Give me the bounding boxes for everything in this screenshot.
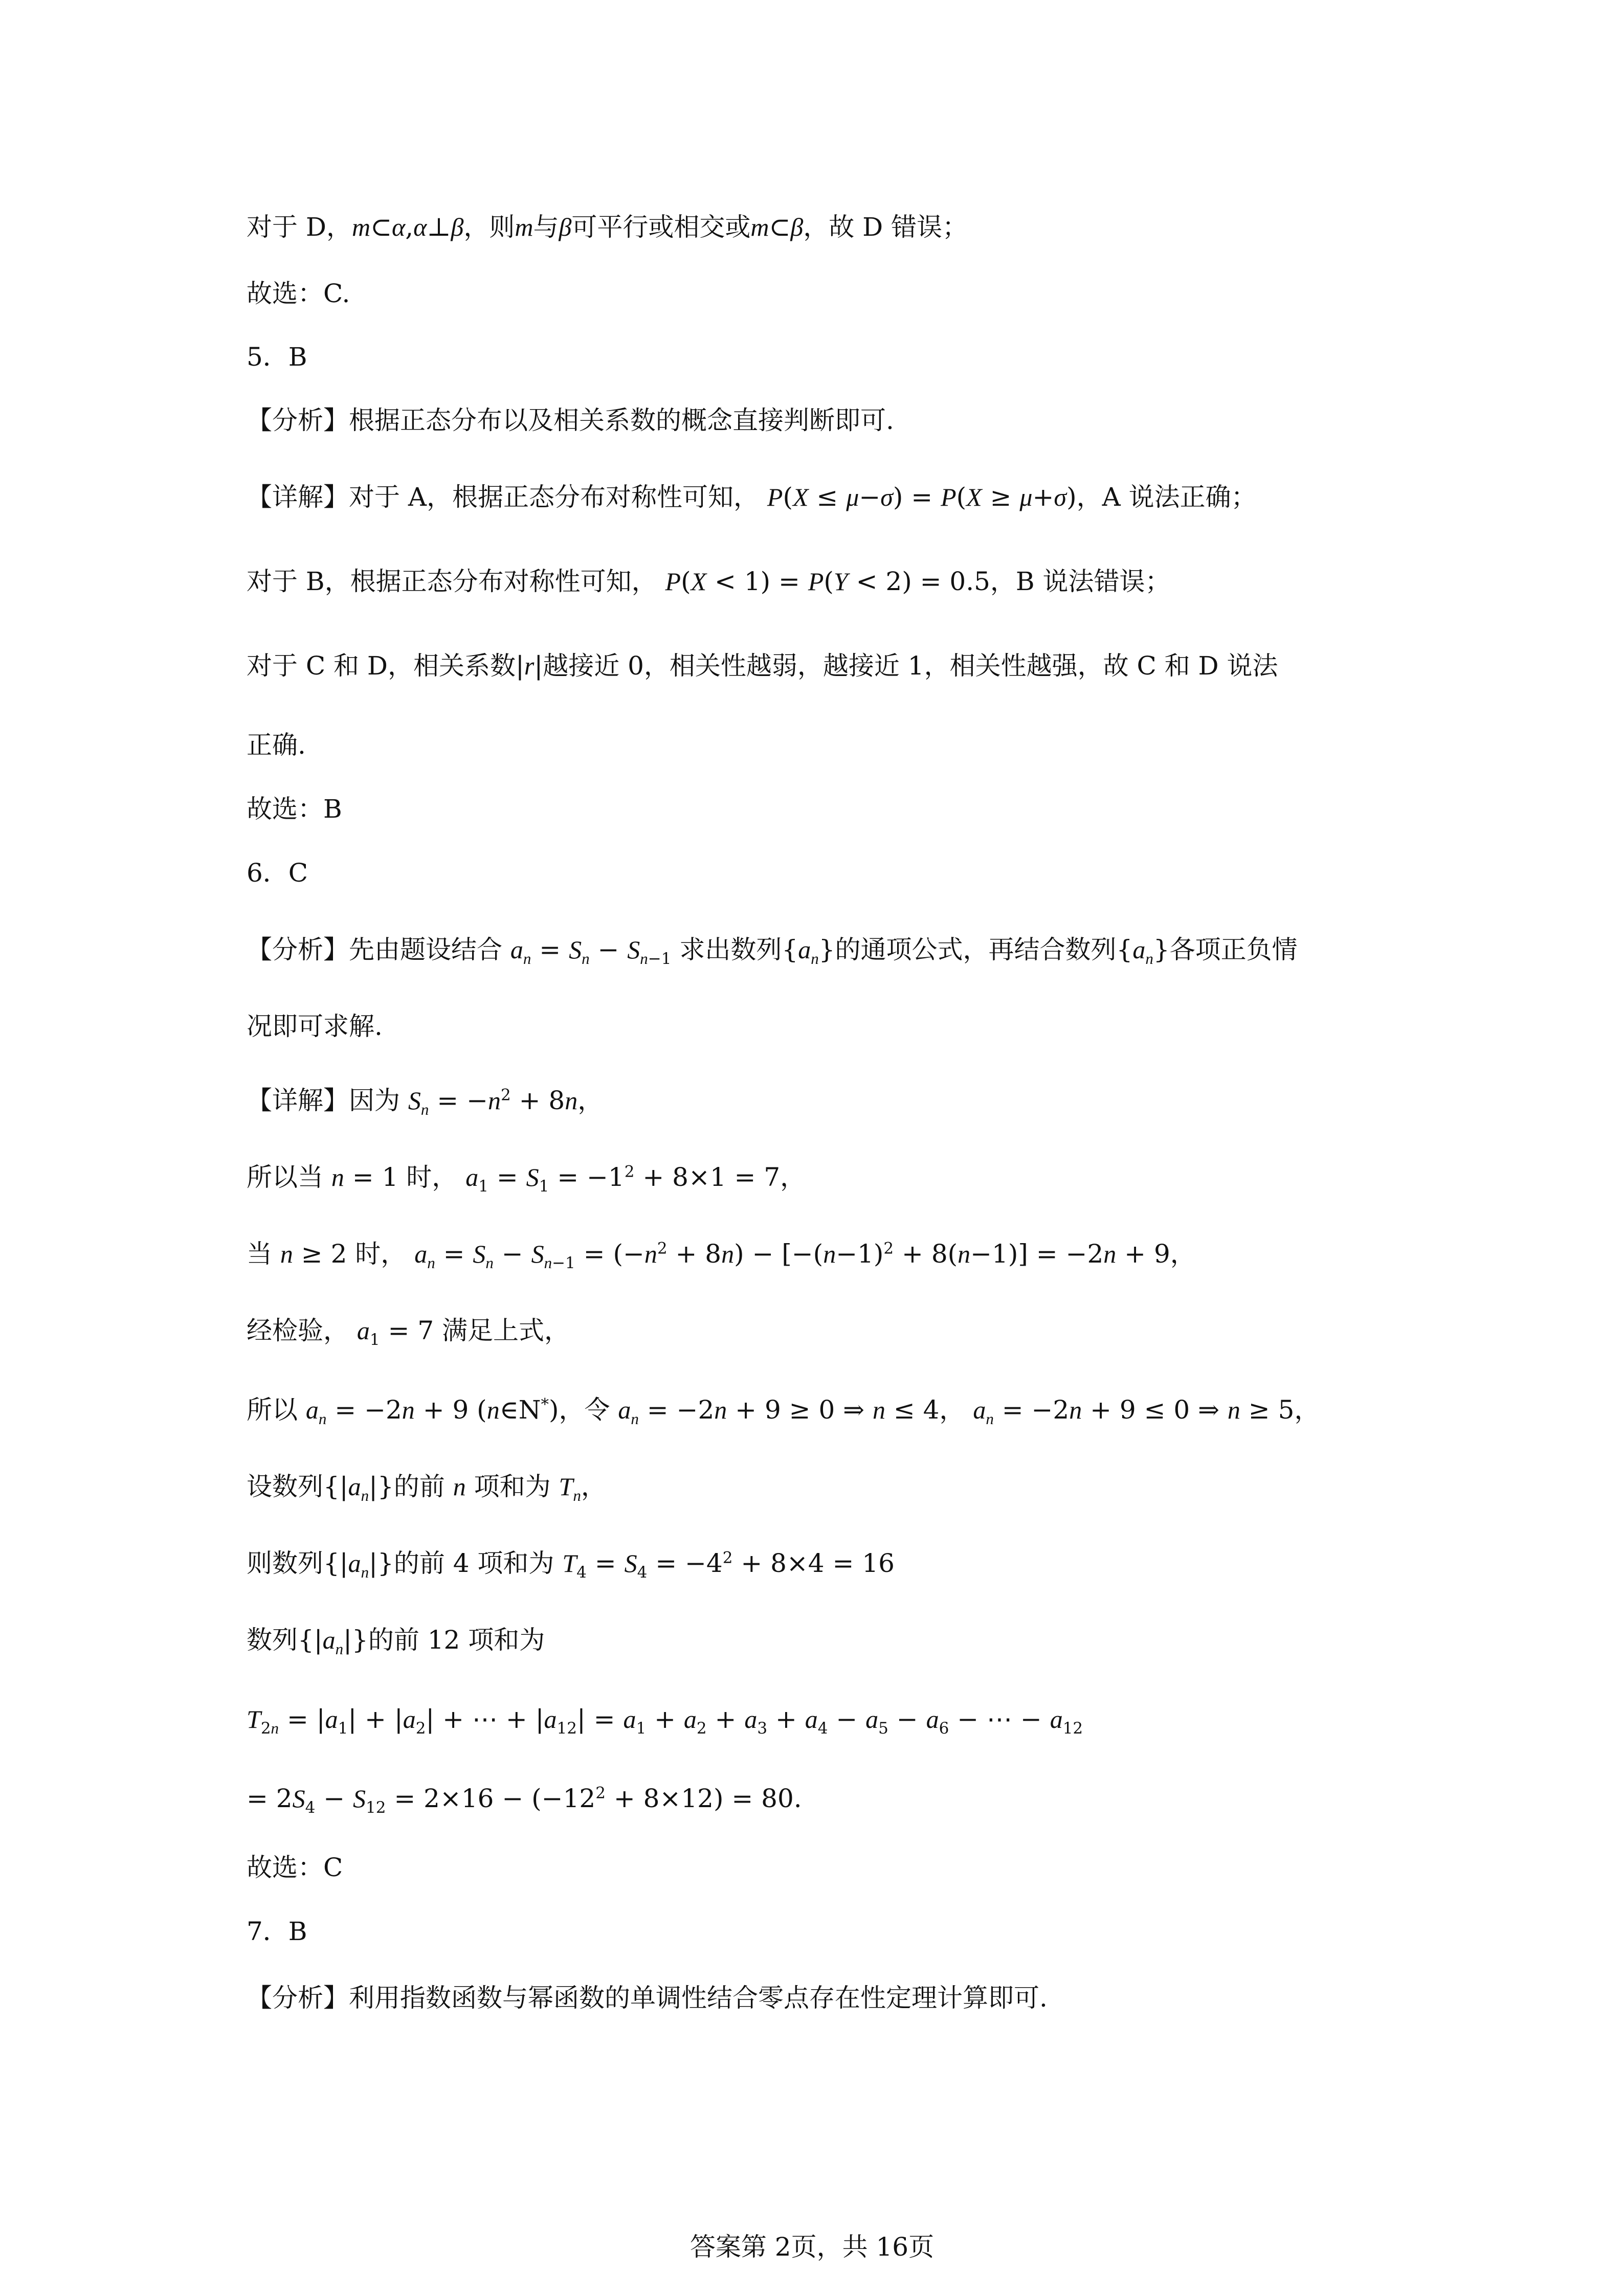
q5-detail-b: 对于 B，根据正态分布对称性可知， P(X < 1) = P(Y < 2) = 0.5，B 说法错误； <box>247 567 1171 596</box>
q6-detail-line7: 则数列$\{|a_n|\}$的前 4 项和为 $T_4 = S_4 = -4^2 + 8\times 4 = 16$ <box>247 1548 895 1582</box>
q5-heading: 5．B <box>247 342 307 372</box>
q7-analysis: 【分析】利用指数函数与幂函数的单调性结合零点存在性定理计算即可. <box>247 1983 1048 2013</box>
q5-choice: 故选：B <box>247 794 342 824</box>
q6-detail-line10: = $2S_4 - S_{12} = 2\times 16 - (-12^2 + 8\times 12) = 80$. <box>247 1784 802 1817</box>
q5-analysis: 【分析】根据正态分布以及相关系数的概念直接判断即可. <box>247 406 894 435</box>
q6-detail-line2: 所以当 n = 1 时， $a_1 = S_1 = -1^2 + 8\times 1 = 7$， <box>247 1162 806 1196</box>
q6-detail-line3: 当 n ≥ 2 时， $a_n = S_n - S_{n-1} = (-n^2 + 8n) - [-(n-1)^2 + 8(n-1)] = -2n + 9$， <box>247 1239 1196 1272</box>
q6-choice: 故选：C <box>247 1853 343 1882</box>
q5-detail-cd-line2: 正确. <box>247 730 306 760</box>
q4-choice: 故选：C. <box>247 279 350 308</box>
page-footer: 答案第 2页，共 16页 <box>689 2232 935 2262</box>
q5-detail-cd-line1: 对于 C 和 D，相关系数|r|越接近 0，相关性越弱，越接近 1，相关性越强，故 C 和 D 说法 <box>247 651 1278 681</box>
q7-heading: 7．B <box>247 1917 307 1946</box>
q4-option-d-line: 对于 D，m⊂α,α⊥β，则m与β可平行或相交或m⊂β，故 D 错误； <box>247 212 968 242</box>
q6-detail-line4: 经检验， $a_1 = 7$ 满足上式， <box>247 1316 570 1349</box>
q6-analysis-line1: 【分析】先由题设结合 $a_n = S_n - S_{n-1}$ 求出数列$\{a_n\}$的通项公式，再结合数列$\{a_n\}$各项正负情 <box>247 935 1298 968</box>
q6-detail-line5: 所以 $a_n = -2n + 9$ (n∈N*)，令 $a_n = -2n + 9 \ge 0$ ⇒ n ≤ 4， $a_n = -2n + 9 \le 0$ ⇒ n ≥ 5， <box>247 1395 1320 1428</box>
q6-analysis-line2: 况即可求解. <box>247 1011 383 1041</box>
q6-detail-line8: 数列$\{|a_n|\}$的前 12 项和为 <box>247 1625 545 1658</box>
q6-detail-line9: $T_{2n} = |a_1| + |a_2|$ + ⋯ + $|a_{12}| = a_1 + a_2 + a_3 + a_4 - a_5 - a_6$ − ⋯ − $a_{12}$ <box>247 1704 1083 1738</box>
q6-heading: 6．C <box>247 858 308 888</box>
q6-detail-line6: 设数列$\{|a_n|\}$的前 n 项和为 $T_n$， <box>247 1472 607 1504</box>
q5-detail-a: 【详解】对于 A，根据正态分布对称性可知， P(X ≤ μ−σ) = P(X ≥ μ+σ)，A 说法正确； <box>247 482 1257 512</box>
q6-detail-line1: 【详解】因为 $S_n = -n^2 + 8n$， <box>247 1086 604 1118</box>
